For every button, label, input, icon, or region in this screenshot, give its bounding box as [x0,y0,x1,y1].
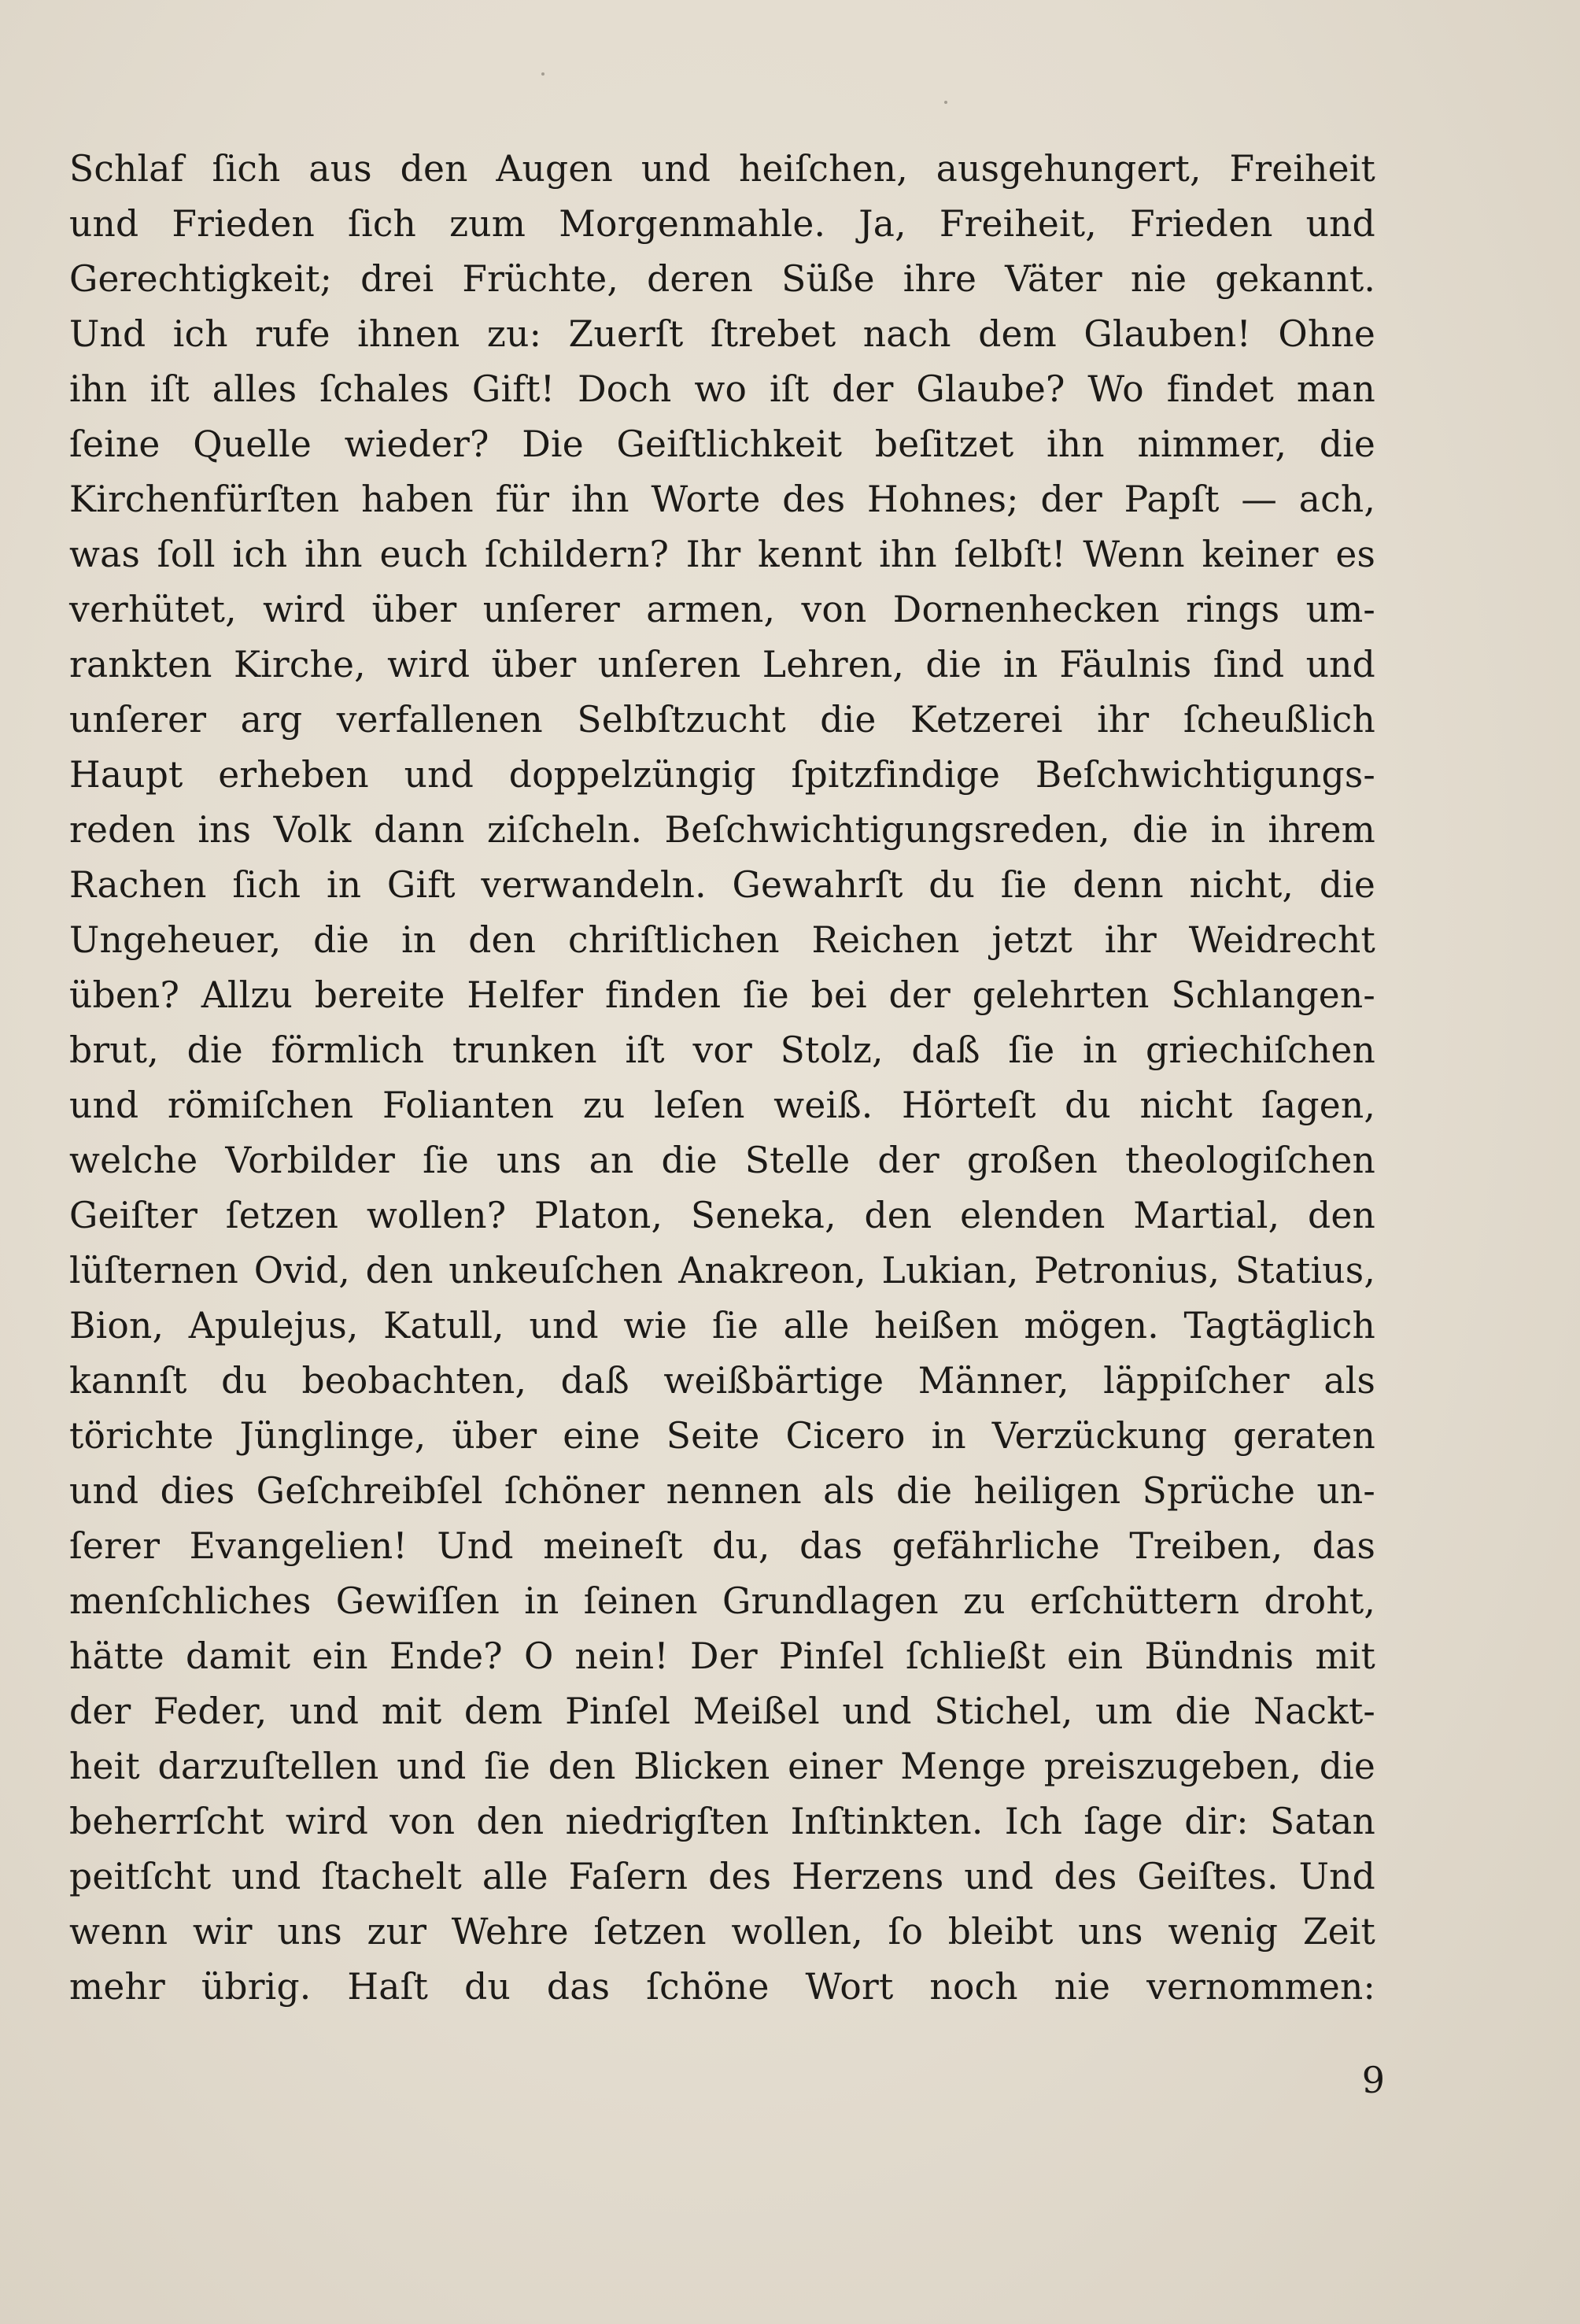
body-text [69,142,1375,2015]
text-line: Rachen ſich in Gift verwandeln. Gewahrſt du ſie denn nicht, die [69,864,1375,906]
paper-speck [944,101,947,104]
text-line: ſeine Quelle wieder? Die Geiſtlichkeit beſitzet ihn nimmer, die [69,423,1375,465]
text-line: wenn wir uns zur Wehre ſetzen wollen, ſo bleibt uns wenig Zeit [69,1911,1375,1953]
text-line: reden ins Volk dann ziſcheln. Beſchwichtigungsreden, die in ihrem [69,809,1375,851]
text-line: und römiſchen Folianten zu leſen weiß. Hörteſt du nicht ſagen, [69,1084,1375,1126]
text-line: ſerer Evangelien! Und meineſt du, das gefährliche Treiben, das [69,1525,1375,1567]
text-line: und dies Geſchreibſel ſchöner nennen als die heiligen Sprüche un- [69,1470,1375,1512]
text-line: ihn iſt alles ſchales Gift! Doch wo iſt der Glaube? Wo findet man [69,368,1375,410]
text-line: törichte Jünglinge, über eine Seite Cicero in Verzückung geraten [69,1415,1375,1457]
text-line: verhütet, wird über unſerer armen, von Dornenhecken rings um- [69,589,1375,630]
text-line: Bion, Apulejus, Katull, und wie ſie alle heißen mögen. Tagtäglich [69,1305,1375,1347]
text-line: Ungeheuer, die in den chriſtlichen Reichen jetzt ihr Weidrecht [69,919,1375,961]
text-line: lüſternen Ovid, den unkeuſchen Anakreon, Lukian, Petronius, Statius, [69,1250,1375,1291]
text-line: Und ich rufe ihnen zu: Zuerſt ſtrebet nach dem Glauben! Ohne [69,313,1375,355]
text-line: beherrſcht wird von den niedrigſten Inſtinkten. Ich ſage dir: Satan [69,1801,1375,1842]
text-line: kannſt du beobachten, daß weißbärtige Männer, läppiſcher als [69,1360,1375,1402]
text-line: rankten Kirche, wird über unſeren Lehren, die in Fäulnis ſind und [69,644,1375,685]
text-line: heit darzuſtellen und ſie den Blicken einer Menge preiszugeben, die [69,1746,1375,1787]
text-line: Gerechtigkeit; drei Früchte, deren Süße ihre Väter nie gekannt. [69,258,1375,300]
text-line: und Frieden ſich zum Morgenmahle. Ja, Freiheit, Frieden und [69,203,1375,245]
text-line: mehr übrig. Haſt du das ſchöne Wort noch nie vernommen: [69,1966,1375,2008]
text-line: Geiſter ſetzen wollen? Platon, Seneka, den elenden Martial, den [69,1195,1375,1236]
paper-speck [541,72,545,76]
text-line: üben? Allzu bereite Helfer finden ſie bei der gelehrten Schlangen- [69,974,1375,1016]
text-line: brut, die förmlich trunken iſt vor Stolz, daß ſie in griechiſchen [69,1029,1375,1071]
text-line: hätte damit ein Ende? O nein! Der Pinſel ſchließt ein Bündnis mit [69,1635,1375,1677]
text-line: der Feder, und mit dem Pinſel Meißel und Stichel, um die Nackt- [69,1690,1375,1732]
text-line: menſchliches Gewiſſen in ſeinen Grundlagen zu erſchüttern droht, [69,1580,1375,1622]
text-line: unſerer arg verfallenen Selbſtzucht die Ketzerei ihr ſcheußlich [69,699,1375,741]
text-line: Schlaf ſich aus den Augen und heiſchen, ausgehungert, Freiheit [69,148,1375,190]
page-number: 9 [1361,2059,1385,2101]
text-line: was ſoll ich ihn euch ſchildern? Ihr kennt ihn ſelbſt! Wenn keiner es [69,534,1375,575]
text-line: peitſcht und ſtachelt alle Faſern des Herzens und des Geiſtes. Und [69,1856,1375,1897]
text-line: Kirchenfürſten haben für ihn Worte des Hohnes; der Papſt — ach, [69,478,1375,520]
text-line: Haupt erheben und doppelzüngig ſpitzfindige Beſchwichtigungs- [69,754,1375,796]
text-line: welche Vorbilder ſie uns an die Stelle der großen theologiſchen [69,1140,1375,1181]
